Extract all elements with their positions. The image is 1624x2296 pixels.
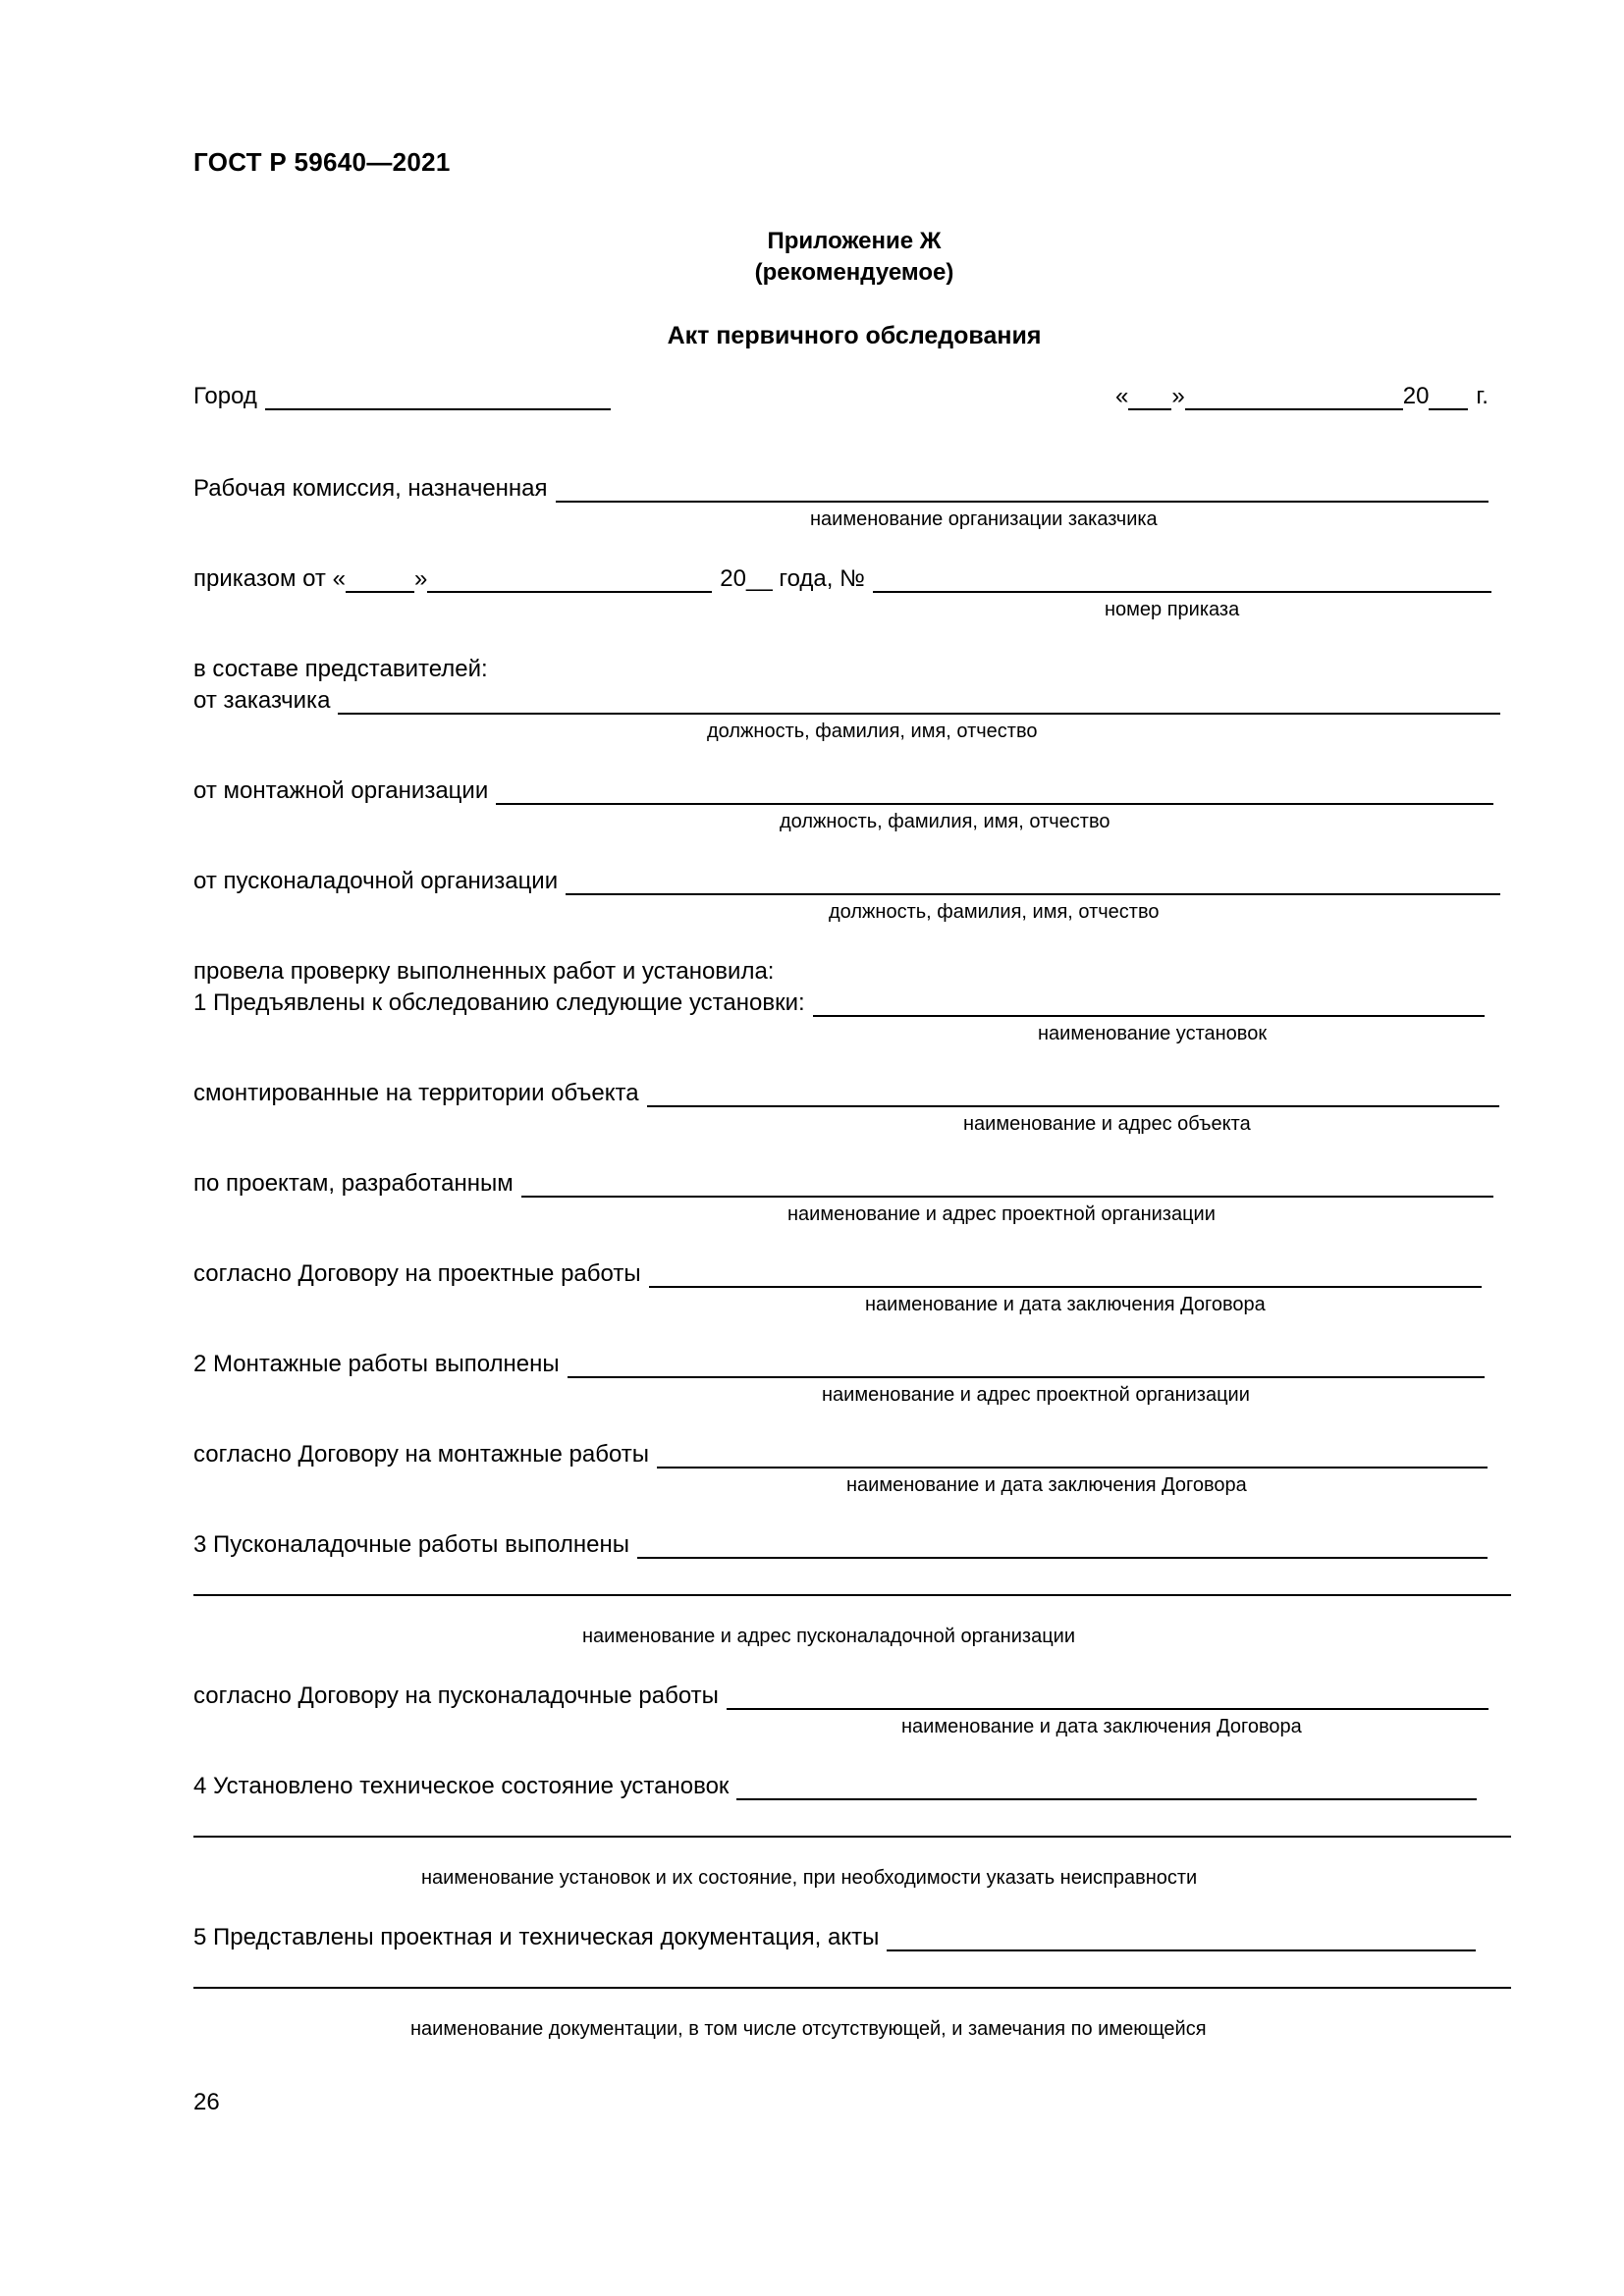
item5-label: 5 Представлены проектная и техническая документация, акты: [193, 1924, 880, 1950]
item2-label: 2 Монтажные работы выполнены: [193, 1351, 560, 1377]
item1-label: 1 Предъявлены к обследованию следующие установки:: [193, 989, 805, 1016]
commissioning-row: [193, 868, 1500, 895]
design-contract-field[interactable]: [649, 1260, 1482, 1288]
item1-caption: наименование установок: [1038, 1023, 1268, 1044]
customer-caption: должность, фамилия, имя, отчество: [707, 721, 1038, 742]
commission-caption: наименование организации заказчика: [810, 508, 1158, 530]
item1-row: [193, 989, 1485, 1017]
order-caption: номер приказа: [1105, 599, 1240, 620]
customer-label: от заказчика: [193, 687, 331, 714]
item4-label: 4 Установлено техническое состояние установок: [193, 1773, 730, 1799]
projects-caption: наименование и адрес проектной организации: [787, 1203, 1216, 1225]
date-row: [1115, 383, 1489, 410]
installer-row: [193, 777, 1493, 805]
item3-row: [193, 1531, 1488, 1559]
date-year-suffix: г.: [1476, 383, 1489, 409]
install-contract-label: согласно Договору на монтажные работы: [193, 1441, 650, 1468]
order-label: приказом от «: [193, 565, 346, 592]
date-year-field[interactable]: [1429, 383, 1468, 410]
item3-caption: наименование и адрес пусконаладочной организации: [582, 1626, 1075, 1647]
order-day-field[interactable]: [346, 565, 414, 593]
projects-label: по проектам, разработанным: [193, 1170, 514, 1197]
projects-field[interactable]: [521, 1170, 1493, 1198]
install-contract-field[interactable]: [657, 1441, 1488, 1468]
commission-row: [193, 475, 1489, 503]
act-title: Акт первичного обследования: [667, 322, 1042, 349]
composition-label: в составе представителей:: [193, 656, 488, 682]
order-month-field[interactable]: [427, 565, 712, 593]
mounted-field[interactable]: [647, 1080, 1499, 1107]
item5-extra-line[interactable]: [193, 1987, 1511, 1989]
installer-caption: должность, фамилия, имя, отчество: [780, 811, 1110, 832]
item4-field[interactable]: [736, 1773, 1477, 1800]
item4-caption: наименование установок и их состояние, при необходимости указать неисправности: [421, 1867, 1198, 1889]
city-row: [193, 383, 611, 410]
installer-label: от монтажной организации: [193, 777, 489, 804]
installer-field[interactable]: [496, 777, 1493, 805]
customer-row: [193, 687, 1500, 715]
date-year-prefix: 20: [1402, 383, 1430, 409]
order-row: [193, 565, 1491, 593]
install-contract-row: [193, 1441, 1488, 1468]
commission-contract-row: [193, 1682, 1489, 1710]
commissioning-label: от пусконаладочной организации: [193, 868, 559, 894]
checked-label: провела проверку выполненных работ и установила:: [193, 958, 775, 985]
item5-caption: наименование документации, в том числе отсутствующей, и замечания по имеющейся: [410, 2018, 1207, 2040]
projects-row: [193, 1170, 1493, 1198]
design-contract-caption: наименование и дата заключения Договора: [865, 1294, 1266, 1315]
item2-field[interactable]: [568, 1351, 1485, 1378]
mounted-row: [193, 1080, 1499, 1107]
commission-contract-caption: наименование и дата заключения Договора: [901, 1716, 1302, 1737]
item2-row: [193, 1351, 1485, 1378]
customer-field[interactable]: [338, 687, 1500, 715]
appendix-title: Приложение Ж: [767, 228, 942, 254]
item3-extra-line[interactable]: [193, 1594, 1511, 1596]
page-number: 26: [193, 2089, 220, 2115]
mounted-caption: наименование и адрес объекта: [963, 1113, 1251, 1135]
item1-field[interactable]: [813, 989, 1485, 1017]
date-month-field[interactable]: [1185, 383, 1403, 410]
order-year-text: 20__ года, №: [720, 565, 865, 592]
item5-field[interactable]: [887, 1924, 1476, 1951]
commissioning-field[interactable]: [566, 868, 1500, 895]
item5-row: [193, 1924, 1476, 1951]
commission-contract-field[interactable]: [727, 1682, 1489, 1710]
date-quote-close: »: [1171, 383, 1185, 409]
item4-extra-line[interactable]: [193, 1836, 1511, 1838]
appendix-subtitle: (рекомендуемое): [754, 259, 954, 286]
commission-contract-label: согласно Договору на пусконаладочные работы: [193, 1682, 719, 1709]
design-contract-label: согласно Договору на проектные работы: [193, 1260, 641, 1287]
commission-field[interactable]: [556, 475, 1489, 503]
order-quote-close: »: [413, 565, 428, 592]
install-contract-caption: наименование и дата заключения Договора: [846, 1474, 1247, 1496]
city-label: Город: [193, 383, 257, 409]
city-field[interactable]: [265, 383, 611, 410]
order-number-field[interactable]: [873, 565, 1491, 593]
item2-caption: наименование и адрес проектной организации: [822, 1384, 1250, 1406]
item3-label: 3 Пусконаладочные работы выполнены: [193, 1531, 630, 1558]
commissioning-caption: должность, фамилия, имя, отчество: [829, 901, 1160, 923]
document-code: ГОСТ Р 59640—2021: [193, 147, 451, 177]
design-contract-row: [193, 1260, 1482, 1288]
item4-row: [193, 1773, 1477, 1800]
date-day-field[interactable]: [1128, 383, 1171, 410]
date-quote-open: «: [1115, 383, 1129, 409]
mounted-label: смонтированные на территории объекта: [193, 1080, 639, 1106]
item3-field[interactable]: [637, 1531, 1488, 1559]
commission-label: Рабочая комиссия, назначенная: [193, 475, 548, 502]
